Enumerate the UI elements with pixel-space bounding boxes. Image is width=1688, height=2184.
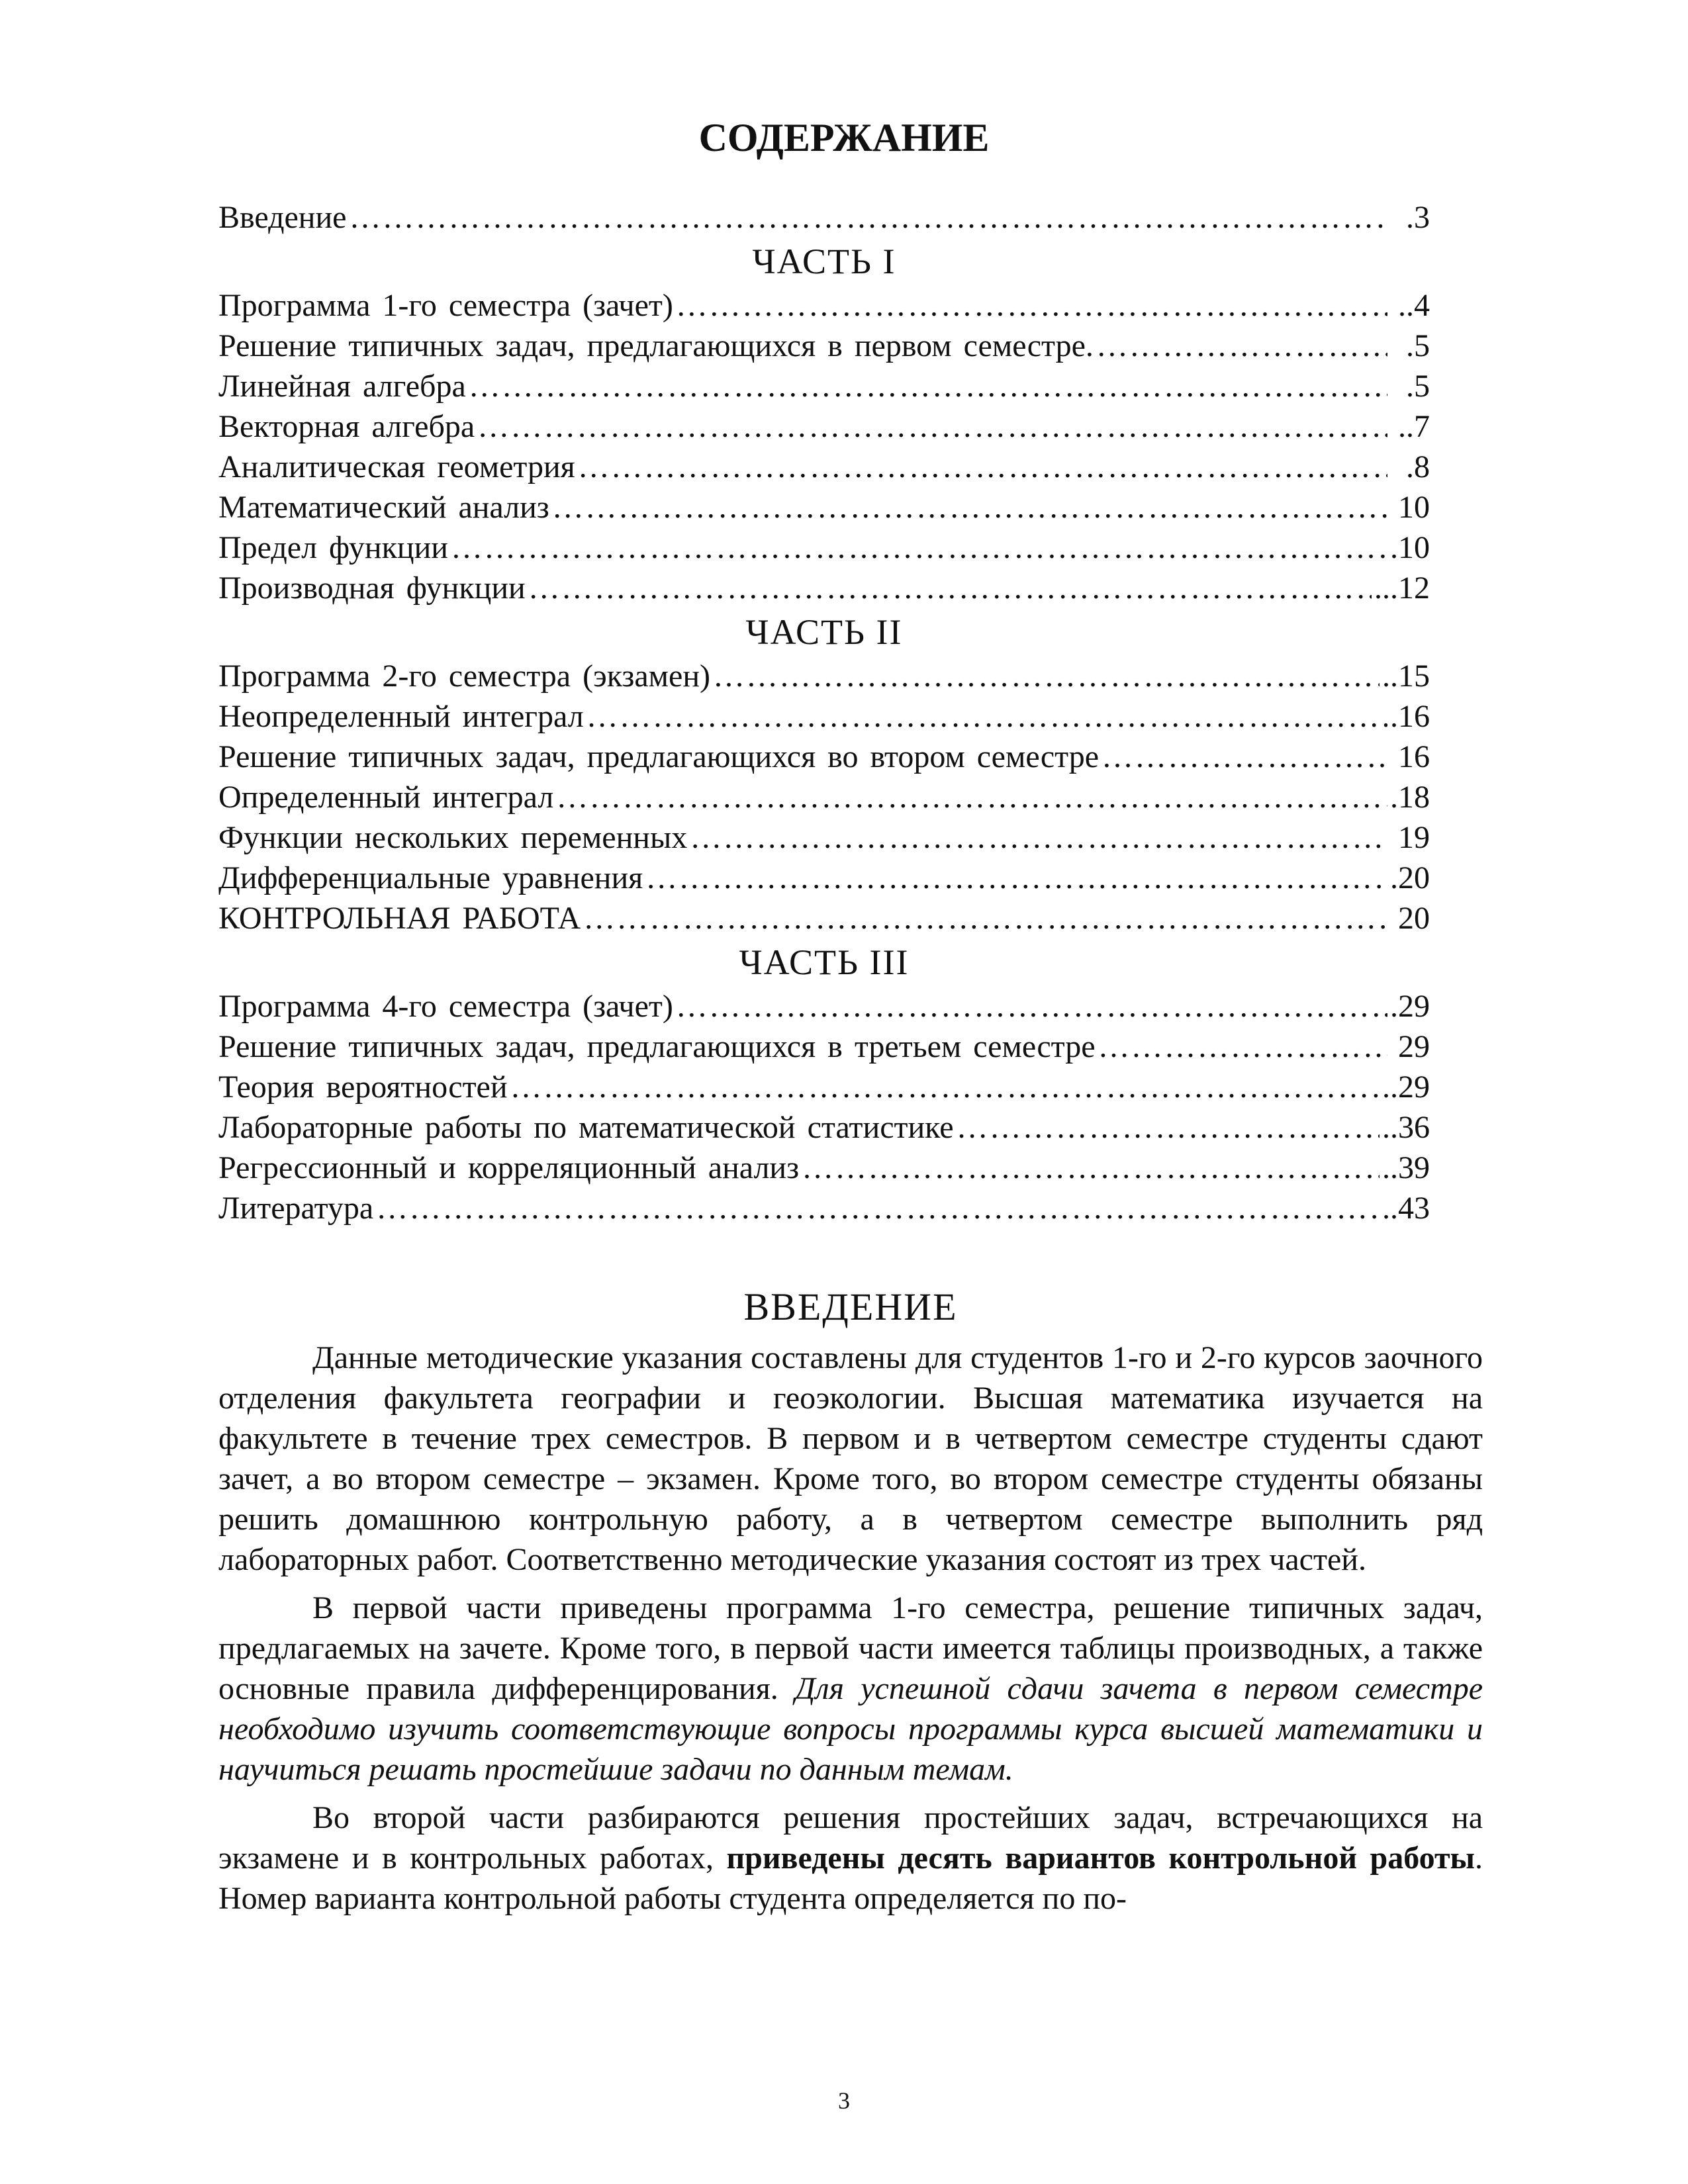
- toc-entry[interactable]: [218, 696, 1430, 737]
- toc-entry-label: Решение типичных задач, предлагающихся во втором семестре: [218, 739, 1100, 774]
- toc-entry-label: Программа 1-го семестра (зачет): [218, 288, 673, 323]
- dot-leader: [690, 817, 1387, 858]
- page-number: 3: [838, 2087, 850, 2114]
- toc-entry-label: Лабораторные работы по математической статистике: [218, 1110, 954, 1145]
- dot-leader: [583, 898, 1387, 938]
- toc-entry-page: 29: [1398, 1029, 1430, 1064]
- toc-entry-label: КОНТРОЛЬНАЯ РАБОТА: [218, 901, 581, 936]
- introduction-paragraph-2: [218, 1588, 1483, 1790]
- part-heading-1: ЧАСТЬ I: [752, 242, 896, 281]
- toc-entry[interactable]: [218, 1067, 1430, 1107]
- toc-entry[interactable]: [218, 568, 1430, 608]
- toc-entry-label: Программа 2-го семестра (экзамен): [218, 659, 710, 694]
- toc-entry-page: 16: [1398, 739, 1430, 774]
- toc-entry-page: 19: [1398, 820, 1430, 855]
- dot-leader: [510, 1067, 1380, 1107]
- toc-entry[interactable]: [218, 817, 1430, 858]
- toc-entry-label: Функции нескольких переменных: [218, 820, 688, 855]
- dot-leader: [552, 487, 1387, 527]
- toc-entry[interactable]: [218, 326, 1430, 366]
- toc-entry-label: Предел функции: [218, 530, 448, 565]
- toc-entry[interactable]: [218, 777, 1430, 817]
- dot-leader: [957, 1107, 1380, 1148]
- toc-entry[interactable]: [218, 986, 1430, 1026]
- toc-entry-label: Дифференциальные уравнения: [218, 860, 643, 895]
- toc-entry-label: Неопределенный интеграл: [218, 699, 584, 734]
- toc-entry[interactable]: [218, 737, 1430, 777]
- toc-entry[interactable]: [218, 1026, 1430, 1067]
- dot-leader: [645, 858, 1387, 898]
- introduction-heading: ВВЕДЕНИЕ: [743, 1285, 958, 1328]
- paragraph-text: В первой части приведены программа 1-го семестра, решение типичных задач, предлагаемых на зачете. Кроме того, в первой части имеется таблицы производных, а также основные правила дифференцирования.: [218, 1590, 1483, 1706]
- toc-entry-page: ...12: [1374, 570, 1430, 606]
- toc-entry-label: Математический анализ: [218, 490, 549, 525]
- introduction-paragraph-3: [218, 1797, 1483, 1919]
- toc-entry[interactable]: [218, 487, 1430, 527]
- toc-entry[interactable]: [218, 447, 1430, 487]
- toc-title: СОДЕРЖАНИЕ: [698, 116, 990, 159]
- dot-leader: [1098, 1026, 1388, 1067]
- toc-entry[interactable]: [218, 285, 1430, 326]
- toc-entry-page: 20: [1398, 901, 1430, 936]
- dot-leader: [1096, 326, 1387, 366]
- toc-entry[interactable]: [218, 197, 1430, 238]
- toc-entry-page: .20: [1390, 860, 1430, 895]
- paragraph-text: . Номер варианта контрольной работы студента определяется по по-: [218, 1841, 1483, 1916]
- toc-entry-page: ..36: [1382, 1110, 1430, 1145]
- toc-entry-page: .5: [1406, 328, 1430, 363]
- introduction-paragraph-1: Данные методические указания составлены для студентов 1-го и 2-го курсов заочного отделения факультета географии и геоэкологии. Высшая математика изучается на факультете в течение трех семестров. В первом и в четвертом семестре студенты сдают зачет, а во втором семестре – экзамен. Кроме того, во втором семестре студенты обязаны решить домашнюю контрольную работу, а в четвертом семестре выполнить ряд лабораторных работ. Соответственно методические указания состоят из трех частей.: [218, 1340, 1483, 1577]
- toc-entry[interactable]: [218, 366, 1430, 406]
- dot-leader: [376, 1188, 1380, 1228]
- toc-entry[interactable]: [218, 656, 1430, 696]
- toc-entry-label: Решение типичных задач, предлагающихся в первом семестре.: [218, 328, 1094, 363]
- toc-entry-page: ..4: [1398, 288, 1430, 323]
- paragraph-italic-text: Для успешной сдачи зачета в первом семестре необходимо изучить соответствующие вопросы программы курса высшей математики и научиться решать простейшие задачи по данным темам.: [218, 1671, 1483, 1787]
- toc-entry-label: Решение типичных задач, предлагающихся в третьем семестре: [218, 1029, 1096, 1064]
- dot-leader: [802, 1148, 1380, 1188]
- toc-entry-page: ..29: [1382, 1069, 1430, 1105]
- part-heading-2: ЧАСТЬ II: [745, 612, 903, 652]
- toc-entry[interactable]: [218, 1107, 1430, 1148]
- toc-entry-page: ..39: [1382, 1150, 1430, 1185]
- paragraph-bold-text: приведены десять вариантов контрольной работы: [726, 1841, 1476, 1876]
- dot-leader: [556, 777, 1387, 817]
- toc-entry[interactable]: [218, 898, 1430, 938]
- toc-entry-page: ..7: [1398, 409, 1430, 444]
- dot-leader: [713, 656, 1380, 696]
- toc-entry-label: Литература: [218, 1191, 374, 1226]
- dot-leader: [349, 197, 1387, 238]
- toc-entry-page: .29: [1390, 989, 1430, 1024]
- toc-entry-label: Регрессионный и корреляционный анализ: [218, 1150, 800, 1185]
- dot-leader: [477, 406, 1387, 447]
- toc-entry-label: Векторная алгебра: [218, 409, 475, 444]
- dot-leader: [469, 366, 1387, 406]
- toc-entry-label: Введение: [218, 200, 347, 235]
- toc-entry[interactable]: [218, 527, 1430, 568]
- toc-entry[interactable]: [218, 858, 1430, 898]
- toc-entry-page: ..15: [1382, 659, 1430, 694]
- dot-leader: [578, 447, 1387, 487]
- toc-entry-page: 10: [1398, 490, 1430, 525]
- dot-leader: [528, 568, 1372, 608]
- toc-entry-page: .10: [1390, 530, 1430, 565]
- toc-entry[interactable]: [218, 1148, 1430, 1188]
- table-of-contents: [218, 197, 1430, 1228]
- dot-leader: [1102, 737, 1387, 777]
- toc-entry-page: .5: [1406, 369, 1430, 404]
- toc-entry[interactable]: [218, 1188, 1430, 1228]
- dot-leader: [451, 527, 1387, 568]
- dot-leader: [586, 696, 1387, 737]
- toc-entry-page: ..43: [1382, 1191, 1430, 1226]
- toc-entry-label: Определенный интеграл: [218, 780, 554, 815]
- part-heading-3: ЧАСТЬ III: [739, 942, 910, 982]
- toc-entry-page: .3: [1406, 200, 1430, 235]
- toc-entry-page: .8: [1406, 449, 1430, 484]
- toc-entry-label: Программа 4-го семестра (зачет): [218, 989, 673, 1024]
- toc-entry-label: Линейная алгебра: [218, 369, 466, 404]
- toc-entry-page: .18: [1390, 780, 1430, 815]
- toc-entry[interactable]: [218, 406, 1430, 447]
- dot-leader: [676, 285, 1387, 326]
- introduction-section: [218, 1281, 1483, 1927]
- toc-entry-page: .16: [1390, 699, 1430, 734]
- toc-entry-label: Теория вероятностей: [218, 1069, 508, 1105]
- toc-entry-label: Аналитическая геометрия: [218, 449, 575, 484]
- paragraph-text: Во второй части разбираются решения простейших задач, встречающихся на экзамене и в контрольных работах,: [218, 1800, 1483, 1876]
- toc-entry-label: Производная функции: [218, 570, 526, 606]
- dot-leader: [676, 986, 1387, 1026]
